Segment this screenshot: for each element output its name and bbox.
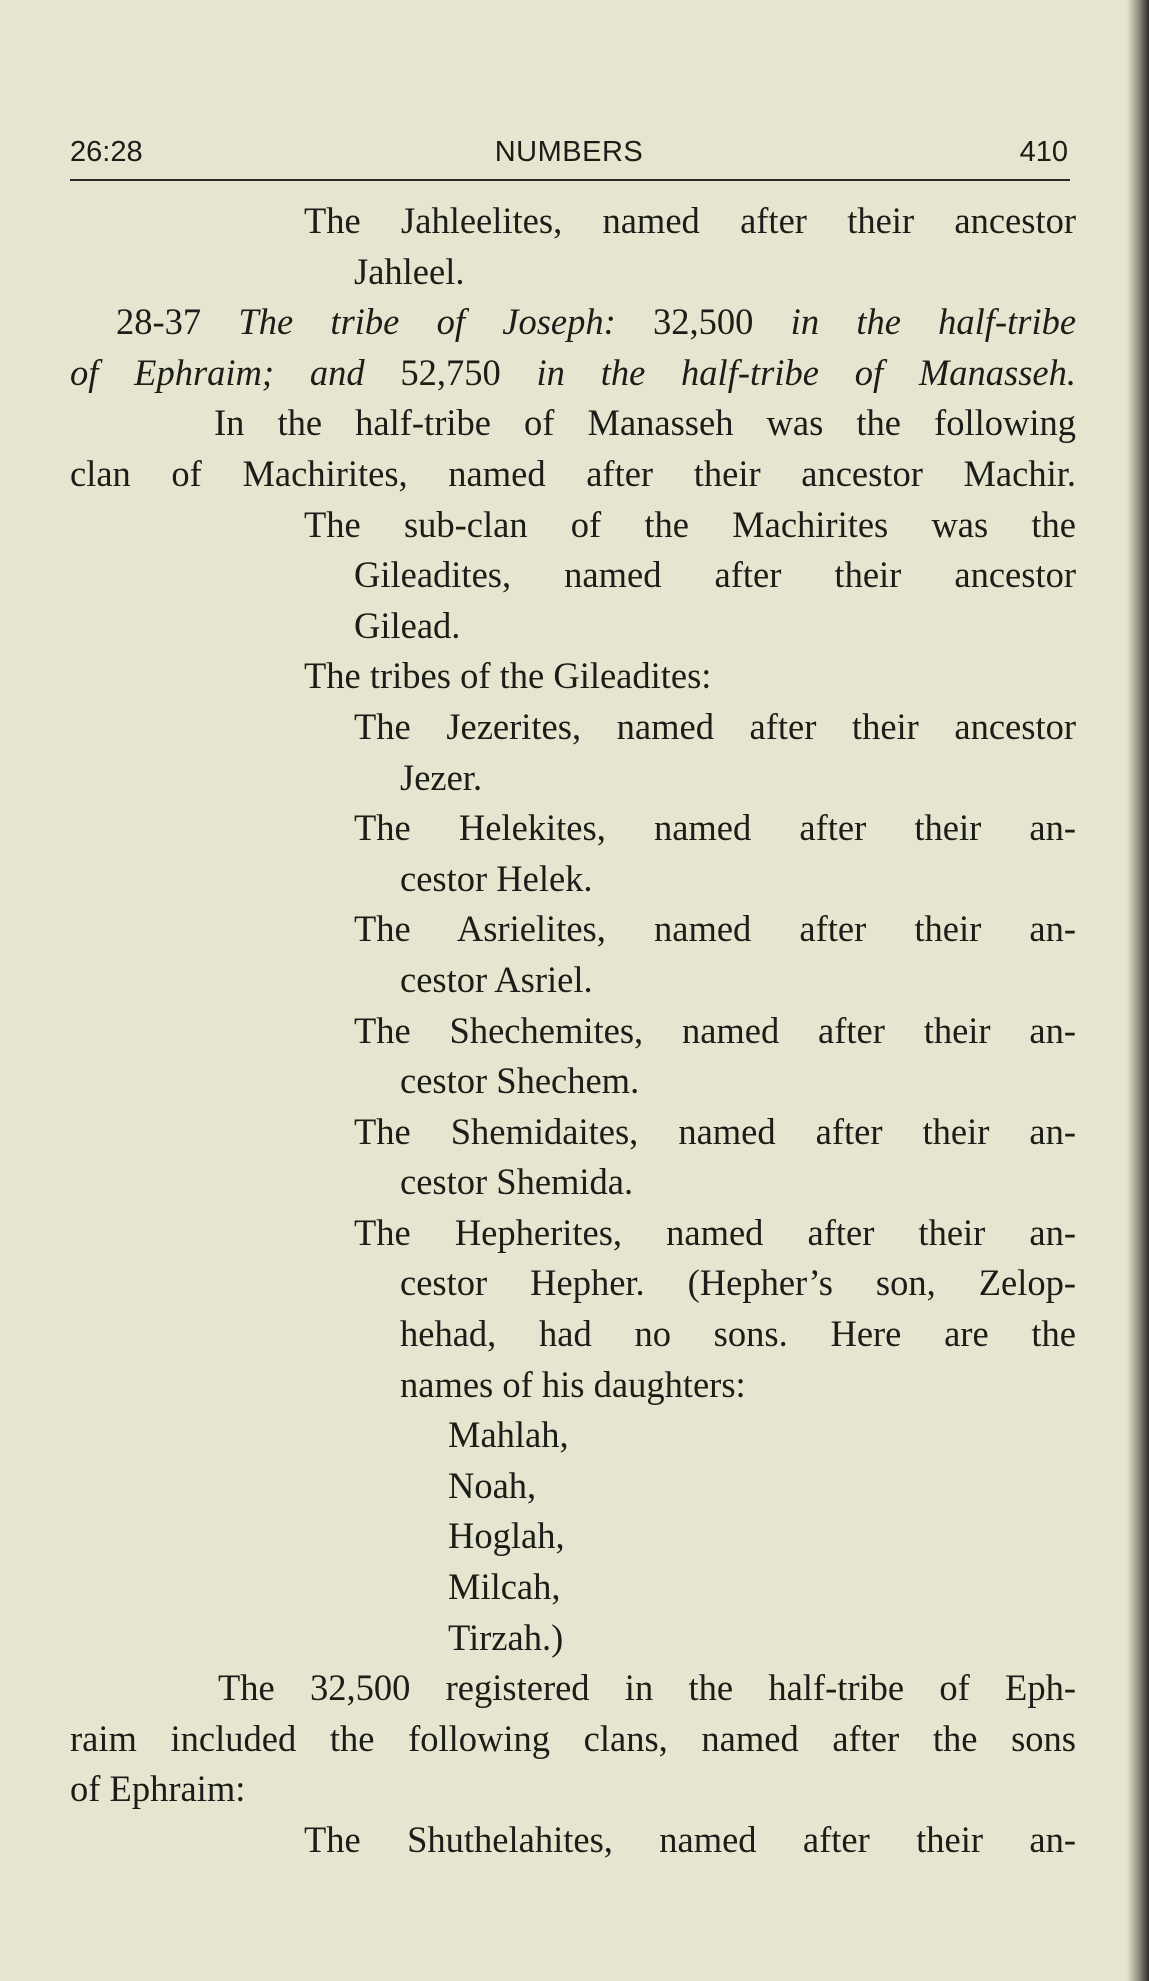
- text-line: [70, 1613, 1076, 1664]
- text-span: Gilead.: [354, 604, 461, 646]
- text-span: The Shechemites, named after their an-: [354, 1009, 1076, 1051]
- text-span: The Jahleelites, named after their ancestor: [304, 200, 1076, 241]
- text-line: [70, 449, 1076, 500]
- page-body-text: [70, 196, 1076, 1866]
- text-span: Noah,: [448, 1464, 537, 1506]
- text-span: cestor Asriel.: [400, 958, 593, 1000]
- text-span: In the half-tribe of Manasseh was the following: [214, 402, 1076, 444]
- text-span: Jahleel.: [354, 250, 465, 292]
- text-line: [70, 550, 1076, 601]
- text-span: Tirzah.): [448, 1616, 564, 1658]
- text-span: 28-37: [116, 301, 239, 343]
- text-span: The tribes of the Gileadites:: [304, 655, 712, 697]
- text-line: [70, 651, 1076, 702]
- text-line: [70, 398, 1076, 449]
- running-header: [70, 136, 1068, 180]
- page-number: 410: [1019, 136, 1068, 168]
- text-span: The Shemidaites, named after their an-: [354, 1110, 1076, 1152]
- text-line: [70, 1815, 1076, 1866]
- text-line: [70, 1714, 1076, 1765]
- text-line: [70, 1309, 1076, 1360]
- text-line: [70, 196, 1076, 247]
- text-line: [70, 904, 1076, 955]
- book-title: NUMBERS: [494, 136, 644, 168]
- text-line: [70, 955, 1076, 1006]
- page-edge-shadow: [1127, 0, 1149, 1981]
- text-line: [70, 753, 1076, 804]
- text-span: The Asrielites, named after their an-: [354, 908, 1076, 950]
- text-span: Gileadites, named after their ancestor: [354, 554, 1076, 596]
- chapter-verse-reference: 26:28: [70, 136, 143, 168]
- text-span: raim included the following clans, named after the sons: [70, 1717, 1076, 1759]
- text-line: [70, 854, 1076, 905]
- text-line: [70, 1511, 1076, 1562]
- text-line: [70, 1056, 1076, 1107]
- text-line: [70, 702, 1076, 753]
- text-span: Milcah,: [448, 1566, 561, 1608]
- text-span: 32,500: [653, 301, 791, 343]
- text-span: cestor Helek.: [400, 857, 593, 899]
- text-span: The 32,500 registered in the half-tribe of Eph-: [218, 1667, 1076, 1709]
- italic-text-span: in the half-tribe of Manasseh.: [536, 351, 1077, 393]
- text-line: [70, 1663, 1076, 1714]
- text-line: [70, 1157, 1076, 1208]
- text-line: [70, 1764, 1076, 1815]
- text-span: Hoglah,: [448, 1515, 565, 1557]
- text-span: names of his daughters:: [400, 1363, 746, 1405]
- text-line: [70, 1410, 1076, 1461]
- italic-text-span: in the half-tribe: [790, 301, 1077, 343]
- header-rule: [70, 179, 1070, 181]
- text-line: [70, 247, 1076, 298]
- text-span: The sub-clan of the Machirites was the: [304, 503, 1076, 545]
- text-line: [70, 1562, 1076, 1613]
- text-line: [70, 1360, 1076, 1411]
- text-line: [70, 1006, 1076, 1057]
- text-span: cestor Hepher. (Hepher’s son, Zelop-: [400, 1262, 1076, 1304]
- italic-text-span: of Ephraim; and: [70, 351, 401, 393]
- text-line: [70, 601, 1076, 652]
- text-line: [70, 1107, 1076, 1158]
- italic-text-span: The tribe of Joseph:: [238, 301, 654, 343]
- text-span: hehad, had no sons. Here are the: [400, 1313, 1076, 1355]
- text-span: The Jezerites, named after their ancestor: [354, 705, 1076, 747]
- text-line: [70, 1258, 1076, 1309]
- text-span: Jezer.: [400, 756, 483, 798]
- text-span: cestor Shemida.: [400, 1161, 634, 1203]
- text-span: of Ephraim:: [70, 1768, 246, 1810]
- text-span: The Shuthelahites, named after their an-: [304, 1819, 1076, 1860]
- text-line: [70, 1461, 1076, 1512]
- text-span: cestor Shechem.: [400, 1060, 640, 1102]
- text-span: The Hepherites, named after their an-: [354, 1211, 1076, 1253]
- text-span: clan of Machirites, named after their ancestor Machir.: [70, 452, 1076, 494]
- text-line: [70, 348, 1076, 399]
- text-span: 52,750: [400, 351, 537, 393]
- text-line: [70, 803, 1076, 854]
- text-line: [70, 297, 1076, 348]
- text-line: [70, 1208, 1076, 1259]
- text-span: The Helekites, named after their an-: [354, 807, 1076, 849]
- text-line: [70, 500, 1076, 551]
- text-span: Mahlah,: [448, 1414, 569, 1456]
